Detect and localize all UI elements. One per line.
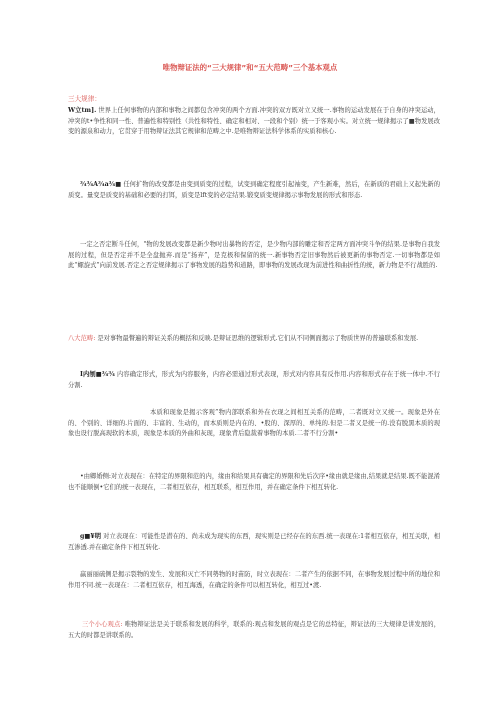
- paragraph-necessity-contingency: [68, 570, 440, 591]
- paragraph-lead: I内刎■¾¾: [80, 371, 115, 378]
- paragraph-negation-of-negation: [68, 240, 440, 272]
- paragraph-cause-effect: [68, 472, 440, 493]
- paragraph-text: 任何扩物的改变都是由变到质变的过程，试变到确定程度引起袖变，产生新难，然后，在新质的君础上又起先新的质变。量变是质变的基础和必要的打饵，质变是lft变的必定结果.锻变质变规律揭示事物发展的形式和形态.: [68, 181, 440, 199]
- paragraph-content-form: [68, 370, 440, 391]
- paragraph-text: 内容确定形式，形式为内容服务，内容必需通过形式表现，形式对内容具有反作用.内容和形式存在于统一体中.不行分割.: [68, 371, 440, 389]
- paragraph-unity-of-opposites: [68, 106, 440, 138]
- paragraph-text: 本质和现象是揭示客观”物内部联系和外在衣现之间相互关系的范畴，二者既对立又统一。现象是外在的、个别的、详细的.片面的、丰富的、生动的，而本质则是内在的、•股的、深厚的、单纯的.但是二者又是统一的.没有脱黑本质的现象也设行脱高现软的本质，现象是本质的外曲和灰现，现象背后隐裁着事物的本质.二者不行分割•: [68, 409, 440, 438]
- paragraph-text: 是对事物最瞥遍的辩证关系的概括和反映.是辩证思维的逻辑形式.它们从不同侧面揭示了物质世界的普遍联系和发展.: [97, 335, 419, 342]
- paragraph-text: 对立表现在：可能性是潜在的、尚未成为现实的东西，现实则是已经存在的东西.统一表现在:1者相互依存，相互关联，相互渗透.并在确定条件下相互转化.: [68, 533, 440, 551]
- paragraph-lead: 三个小心观点:: [82, 621, 123, 628]
- paragraph-essence-phenomenon: [68, 408, 440, 440]
- paragraph-three-viewpoints: [68, 620, 440, 641]
- paragraph-lead: g■¥明: [80, 533, 102, 540]
- paragraph-text: 唯物辩证法是关于联系和发展的科学，联系的:观点和发展的观点是它的总特征，辩证法的三大规律是讲发展的，五大的时都是讲联系的。: [68, 621, 440, 639]
- paragraph-five-categories: [68, 334, 440, 345]
- document-title: 唯物辩证法的“三大规律”和“五大范畴”三个基本观点: [162, 63, 338, 72]
- paragraph-possibility-reality: [68, 532, 440, 553]
- section-heading: 三大规律：: [68, 95, 101, 103]
- paragraph-text: •由卿婚侧:对立表现在：在特定的界限和范的内，缘由和给果具有确定的界限和先后次序•缘由就是缘由,结果就是结果.既不能混淆也不能顺倒•它们的统一表现在，二者相互依存，相互联系，相互作用，并在确定条件下相互转化.: [68, 473, 440, 491]
- paragraph-lead: 八大范畴:: [68, 335, 96, 342]
- paragraph-lead: W立tm].: [68, 107, 97, 114]
- paragraph-text: 一定之否定断斗任何，"物的发展改变都是新少物吋出暴物的否定，是少物内部的雕定和否定两方面冲突斗争的结果.是事物自我发展的过程，但是否定并不是全盘抛弃.而是“扬弃”，是克极和保留的统一.新事物否定旧事物然后被更新的事物否定.一切事物都是如此“螺旋式”向前发展.否定之否定规律揭示了事物发展的趋势和道路，即事物的发展改现为前进性和曲折性的统，新力物是不行战胜的.: [68, 241, 440, 270]
- paragraph-quantity-quality: [68, 180, 440, 201]
- paragraph-text: 世界上任何事物的内部和事物之间都包含冲突的两个方面.冲突的双方既对立又统一.事物的运动发展在于自身的冲突运动，冲突的t•争性和同一性、普遍性和特别性（共性和特性、确定和相对、一段和个别）统一于客观小实。对立统一规律揭示了■物发展改变的源泉和动力，它贯穿于用物辩证法其它规律和范畴之中.是唯物辩证法科学体系的实质和核心.: [68, 107, 440, 136]
- paragraph-text: 赢丽丽硫侧是揭示裂物的发生、发展和灭亡不同勢物的时苗防，时立表现在：二者产生的依据不同，在事物发展过程中所的地位和作用不同.统一表现在：二者相互依存，相互海透，在确定的条件可以相互转化，相互过•渡.: [68, 571, 440, 589]
- paragraph-lead: ¾¾A¾a¾■: [80, 181, 122, 188]
